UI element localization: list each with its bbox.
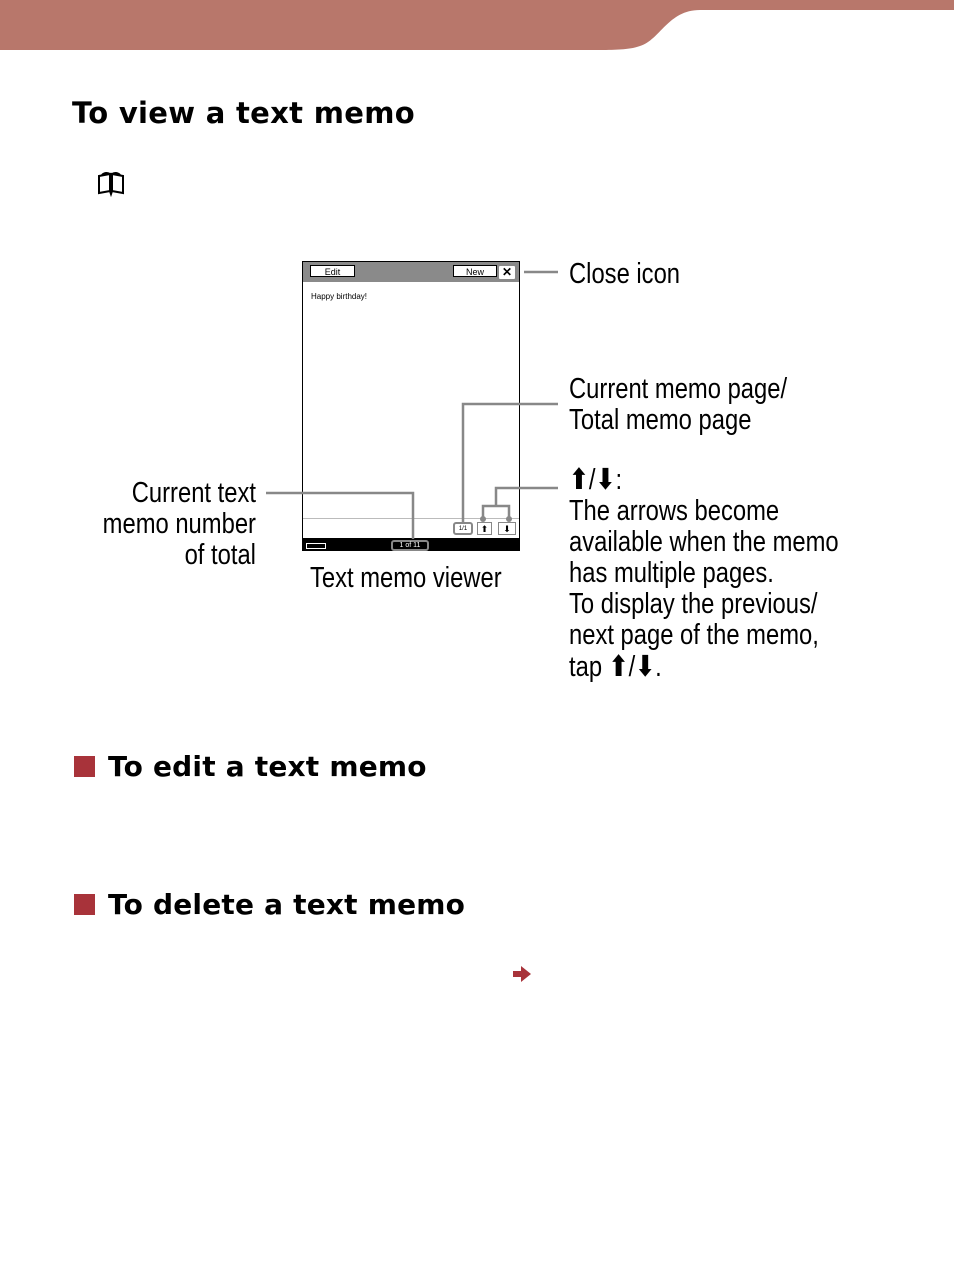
current-text-line2: memo number xyxy=(102,508,256,540)
battery-icon xyxy=(306,543,326,549)
page-indicator: 1/1 xyxy=(453,522,473,535)
colon: : xyxy=(615,464,623,496)
arrows-desc-line6 xyxy=(569,651,839,683)
up-arrow-icon: ⬆ xyxy=(569,462,589,496)
up-arrow-icon: ⬆ xyxy=(608,649,629,683)
viewer-caption: Text memo viewer xyxy=(310,562,502,594)
section-title-view: To view a text memo xyxy=(72,96,415,130)
new-button[interactable]: New xyxy=(453,265,497,277)
close-icon-label: Close icon xyxy=(569,258,681,290)
arrows-description xyxy=(569,464,839,683)
memo-text: Happy birthday! xyxy=(311,292,368,301)
section-title-edit: To edit a text memo xyxy=(108,750,427,783)
arrows-desc-line2: available when the memo xyxy=(569,526,839,558)
section-bullet-square xyxy=(74,894,95,915)
header-band xyxy=(0,0,954,50)
slash: / xyxy=(588,464,596,496)
page-down-button[interactable]: ⬇ xyxy=(498,522,516,535)
arrows-desc-line1: The arrows become xyxy=(569,495,780,527)
current-page-label xyxy=(569,374,787,436)
section-title-delete: To delete a text memo xyxy=(108,888,466,921)
current-text-line1: Current text xyxy=(131,477,256,509)
close-icon[interactable]: ✕ xyxy=(497,264,517,281)
arrows-desc-line4: To display the previous/ xyxy=(569,588,818,620)
arrows-desc-line3: has multiple pages. xyxy=(569,557,774,589)
current-page-label-line1: Current memo page/ xyxy=(569,373,788,405)
tap-text: tap xyxy=(569,651,609,683)
edit-button[interactable]: Edit xyxy=(310,265,355,277)
down-arrow-icon: ⬇ xyxy=(635,649,656,683)
current-text-memo-label xyxy=(103,478,256,571)
book-icon xyxy=(96,171,126,197)
period: . xyxy=(655,651,662,683)
text-memo-viewer-screenshot xyxy=(302,261,520,551)
current-page-label-line2: Total memo page xyxy=(569,404,752,436)
down-arrow-icon: ⬇ xyxy=(595,462,616,496)
arrows-symbols xyxy=(569,464,839,496)
slash: / xyxy=(628,651,636,683)
right-arrow-icon[interactable] xyxy=(512,965,532,983)
current-text-line3: of total xyxy=(184,539,256,571)
divider xyxy=(303,518,519,519)
arrows-desc-line5: next page of the memo, xyxy=(569,619,819,651)
memo-count: 1 of 11 xyxy=(391,540,429,551)
section-bullet-square xyxy=(74,756,95,777)
page-up-button[interactable]: ⬆ xyxy=(477,522,492,535)
